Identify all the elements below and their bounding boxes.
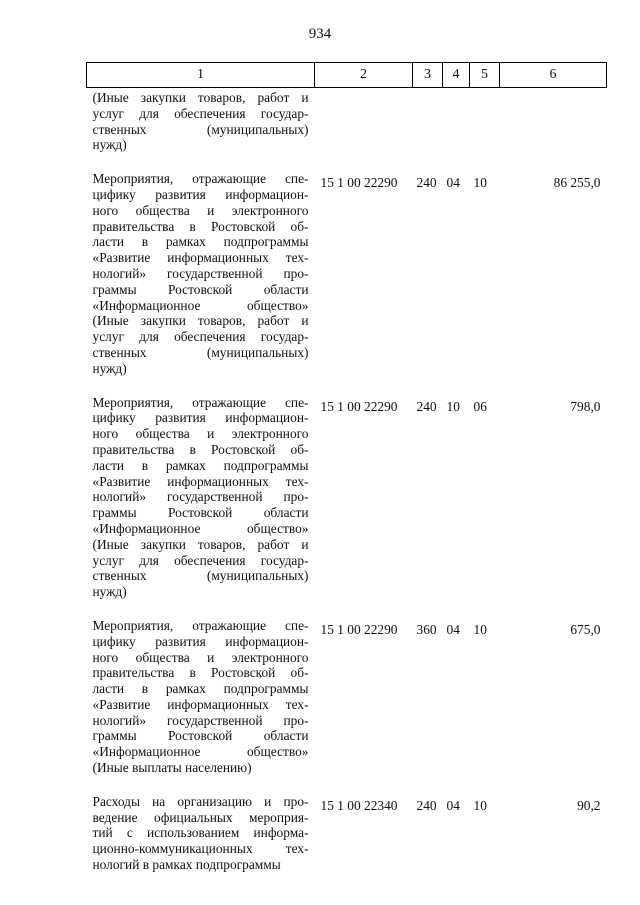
description-line: «Информационное общество» (92, 297, 309, 313)
table-row (87, 88, 607, 170)
row-expense-type: 360 (416, 621, 437, 637)
table-row (87, 792, 607, 889)
description-line: Расходы на организацию и про- (92, 793, 309, 809)
row-description (87, 393, 315, 616)
description-line: «Развитие информационных тех- (92, 696, 309, 712)
row-section: 10 (446, 398, 460, 414)
description-line: граммы Ростовской области (92, 281, 309, 297)
header-col-3: 3 (413, 63, 443, 88)
row-target-code (315, 88, 413, 170)
row-section: 04 (446, 175, 460, 191)
description-line: (Иные закупки товаров, работ и (92, 90, 309, 105)
row-amount: 90,2 (577, 797, 601, 813)
description-line: граммы Ростовской области (92, 728, 309, 744)
description-line: «Информационное общество» (92, 744, 309, 760)
row-target-code: 15 1 00 22290 (320, 621, 398, 637)
row-expense-type (413, 88, 443, 170)
row-description (87, 88, 315, 170)
row-subsection (470, 88, 500, 170)
row-amount (500, 88, 607, 170)
description-line: нологий в рамках подпрограммы (92, 857, 281, 873)
table-row (87, 393, 607, 616)
description-line: цифику развития информацион- (92, 633, 309, 649)
row-subsection: 06 (473, 398, 487, 414)
description-line: «Развитие информационных тех- (92, 250, 309, 266)
row-section (443, 88, 470, 170)
table-body (87, 88, 607, 889)
row-description (87, 792, 315, 889)
row-amount: 86 255,0 (553, 175, 601, 191)
description-line: ласти в рамках подпрограммы (92, 234, 309, 250)
description-line: граммы Ростовской области (92, 505, 309, 521)
row-description (87, 616, 315, 792)
row-section: 04 (446, 797, 460, 813)
description-line: услуг для обеспечения государ- (92, 552, 309, 568)
header-row (87, 63, 607, 88)
row-expense-type: 240 (416, 175, 437, 191)
table-row (87, 616, 607, 792)
description-line: ционно-коммуникационных тех- (92, 841, 309, 857)
row-subsection: 10 (473, 175, 487, 191)
header-col-6: 6 (500, 63, 607, 88)
description-line: ласти в рамках подпрограммы (92, 457, 309, 473)
header-col-4: 4 (443, 63, 470, 88)
header-col-2: 2 (315, 63, 413, 88)
row-expense-type: 240 (416, 398, 437, 414)
row-target-code: 15 1 00 22290 (320, 175, 398, 191)
row-target-code: 15 1 00 22340 (320, 797, 398, 813)
description-line: нужд) (92, 584, 127, 600)
description-line: (Иные закупки товаров, работ и (92, 536, 309, 552)
row-expense-type: 240 (416, 797, 437, 813)
row-description (87, 169, 315, 392)
page-number: 934 (308, 26, 332, 42)
budget-table (86, 62, 607, 889)
description-line: (Иные закупки товаров, работ и (92, 313, 309, 329)
description-line: правительства в Ростовской об- (92, 665, 309, 681)
description-line: услуг для обеспечения государ- (92, 329, 309, 345)
description-line: правительства в Ростовской об- (92, 218, 309, 234)
row-subsection: 10 (473, 797, 487, 813)
row-section: 04 (446, 621, 460, 637)
description-line: нологий» государственной про- (92, 265, 309, 281)
description-line: нологий» государственной про- (92, 712, 309, 728)
description-line: цифику развития информацион- (92, 186, 309, 202)
description-line: ственных (муниципальных) (92, 568, 309, 584)
table-header (87, 63, 607, 88)
description-line: ного общества и электронного (92, 202, 309, 218)
row-amount: 675,0 (570, 621, 601, 637)
description-line: ласти в рамках подпрограммы (92, 681, 309, 697)
description-line: Мероприятия, отражающие спе- (92, 617, 309, 633)
description-line: «Развитие информационных тех- (92, 473, 309, 489)
row-subsection: 10 (473, 621, 487, 637)
description-line: тий с использованием информа- (92, 825, 309, 841)
header-col-5: 5 (470, 63, 500, 88)
description-line: правительства в Ростовской об- (92, 441, 309, 457)
description-line: нужд) (92, 137, 127, 153)
description-line: ственных (муниципальных) (92, 344, 309, 360)
description-line: услуг для обеспечения государ- (92, 105, 309, 121)
header-col-1: 1 (87, 63, 315, 88)
description-line: Мероприятия, отражающие спе- (92, 171, 309, 187)
description-line: нужд) (92, 360, 127, 376)
description-line: (Иные выплаты населению) (92, 760, 252, 776)
description-line: нологий» государственной про- (92, 489, 309, 505)
table-row (87, 169, 607, 392)
description-line: ного общества и электронного (92, 426, 309, 442)
description-line: ведение официальных мероприя- (92, 809, 309, 825)
row-amount: 798,0 (570, 398, 601, 414)
description-line: ственных (муниципальных) (92, 121, 309, 137)
description-line: Мероприятия, отражающие спе- (92, 394, 309, 410)
description-line: «Информационное общество» (92, 520, 309, 536)
row-target-code: 15 1 00 22290 (320, 398, 398, 414)
description-line: цифику развития информацион- (92, 410, 309, 426)
description-line: ного общества и электронного (92, 649, 309, 665)
